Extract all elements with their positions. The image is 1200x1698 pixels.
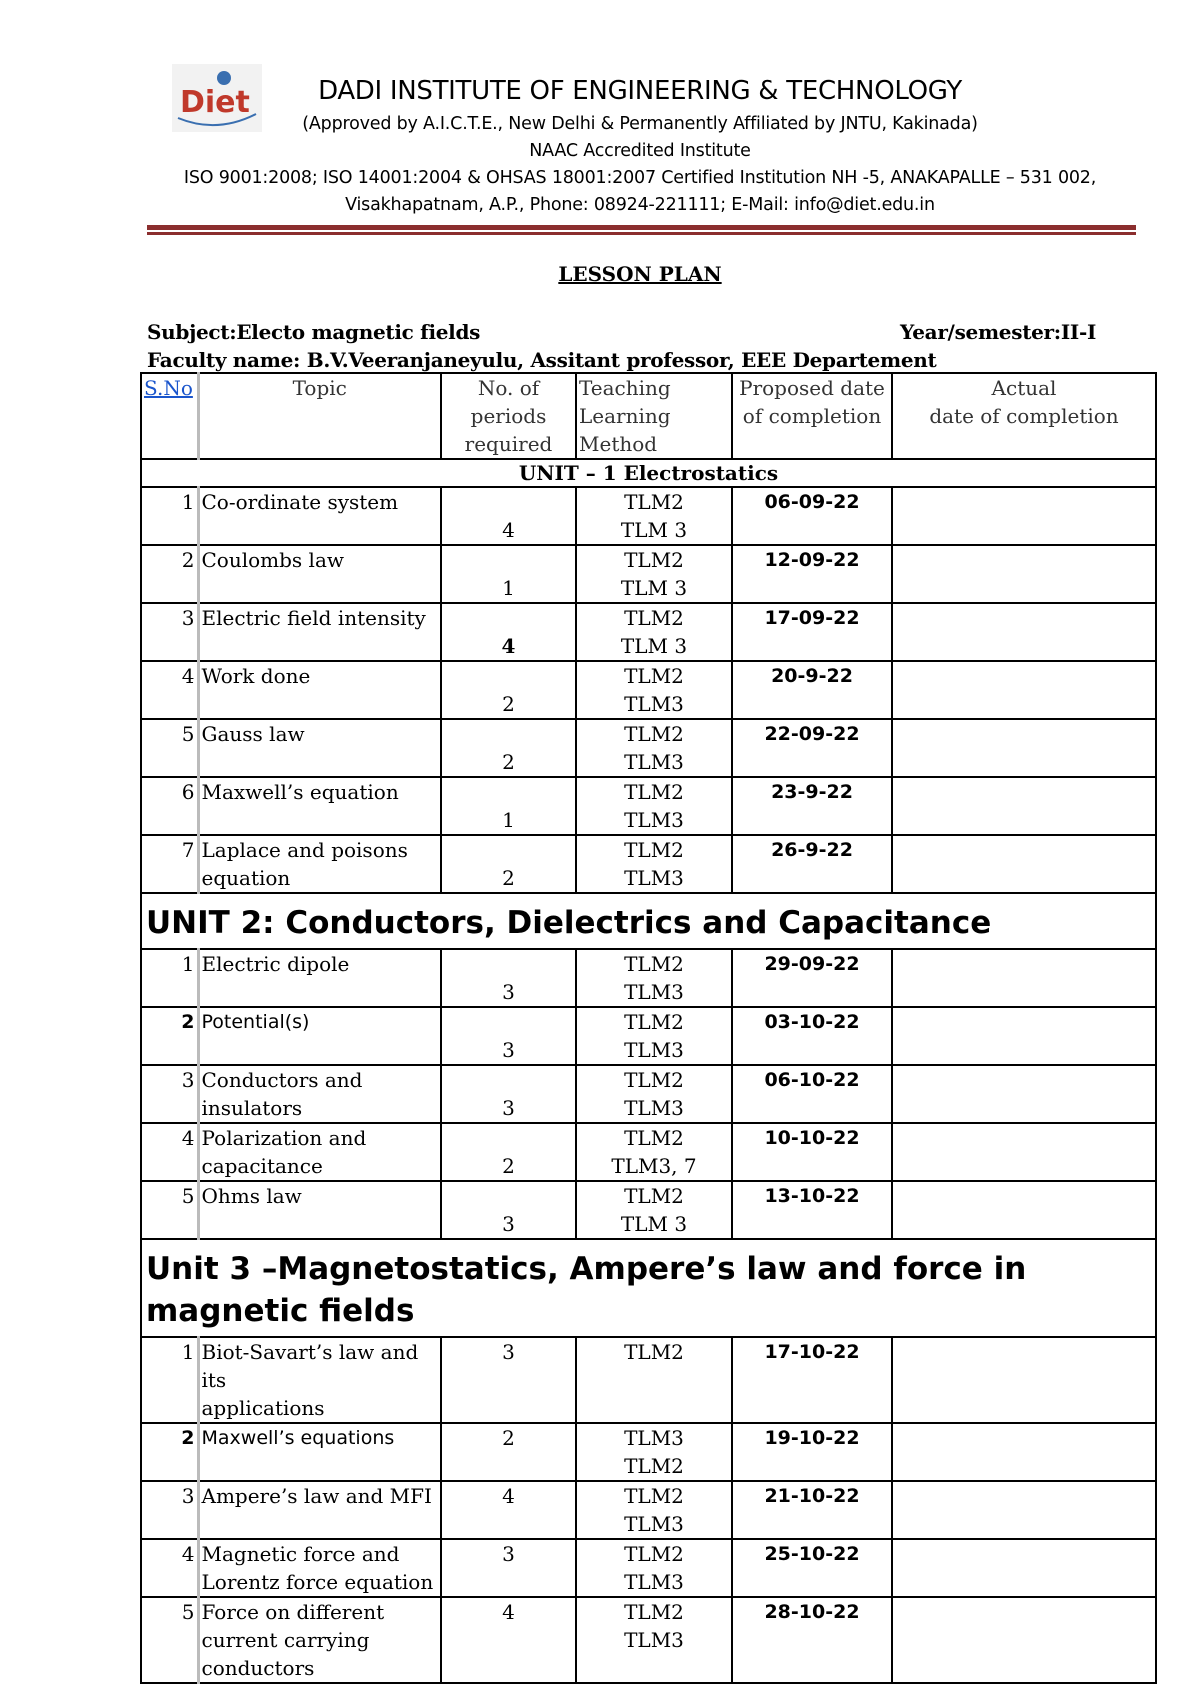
row-topic-line: Maxwell’s equation	[201, 780, 399, 804]
row-periods-value: 2	[502, 692, 515, 716]
col-actual-header-line: date of completion	[929, 404, 1119, 428]
row-topic	[198, 1539, 441, 1597]
row-method-line: TLM3	[624, 750, 684, 774]
row-method-line: TLM2	[624, 722, 684, 746]
row-topic-line: Co-ordinate system	[201, 490, 399, 514]
row-actual-date[interactable]	[892, 949, 1156, 1007]
row-periods	[441, 1423, 576, 1481]
row-topic-line: Biot-Savart’s law and its	[201, 1340, 419, 1392]
table-row	[141, 603, 1156, 661]
row-proposed-date: 17-09-22	[732, 603, 892, 661]
row-topic	[198, 949, 441, 1007]
row-actual-date[interactable]	[892, 1181, 1156, 1239]
row-sno: 1	[141, 1337, 198, 1423]
row-topic	[198, 1007, 441, 1065]
row-topic-line: Electric field intensity	[201, 606, 426, 630]
row-topic	[198, 661, 441, 719]
table-row	[141, 835, 1156, 893]
row-sno: 2	[141, 1007, 198, 1065]
row-method	[576, 661, 732, 719]
row-method-line: TLM2	[624, 780, 684, 804]
row-periods	[441, 949, 576, 1007]
table-row	[141, 1007, 1156, 1065]
row-topic-line: Polarization and	[201, 1126, 367, 1150]
row-method	[576, 1423, 732, 1481]
row-sno: 3	[141, 1065, 198, 1123]
unit-heading-row	[141, 1239, 1156, 1337]
col-periods-header-line: No. of	[477, 376, 540, 400]
row-method-line: TLM 3	[620, 518, 688, 542]
row-method-line: TLM2	[624, 1184, 684, 1208]
row-topic-line: insulators	[201, 1096, 303, 1120]
row-topic	[198, 1337, 441, 1423]
col-method-header-line: Method	[579, 432, 658, 456]
row-actual-date[interactable]	[892, 719, 1156, 777]
row-method-line: TLM 3	[620, 634, 688, 658]
row-proposed-date: 13-10-22	[732, 1181, 892, 1239]
address-line: Visakhapatnam, A.P., Phone: 08924-221111; E-Mail: info@diet.edu.in	[345, 195, 935, 215]
row-topic-line: Ohms law	[201, 1184, 302, 1208]
row-method-line: TLM3	[624, 1038, 684, 1062]
row-topic-line: Laplace and poisons	[201, 838, 408, 862]
row-method-line: TLM3	[624, 692, 684, 716]
row-method	[576, 1337, 732, 1423]
row-topic-line: capacitance	[201, 1154, 323, 1178]
row-proposed-date: 19-10-22	[732, 1423, 892, 1481]
row-topic-line: Gauss law	[201, 722, 305, 746]
row-method	[576, 949, 732, 1007]
row-method	[576, 545, 732, 603]
row-periods	[441, 545, 576, 603]
table-row	[141, 777, 1156, 835]
col-method-header-line: Learning	[579, 404, 671, 428]
row-periods-value: 2	[502, 866, 515, 890]
row-method-line: TLM3	[624, 980, 684, 1004]
row-sno: 2	[141, 1423, 198, 1481]
naac-line: NAAC Accredited Institute	[529, 141, 751, 161]
row-method-line: TLM3	[624, 1570, 684, 1594]
row-topic-line: Ampere’s law and MFI	[201, 1484, 432, 1508]
col-topic-header: Topic	[198, 373, 441, 459]
row-topic-line: equation	[201, 866, 291, 890]
row-method	[576, 1597, 732, 1683]
table-row	[141, 1181, 1156, 1239]
row-periods	[441, 1007, 576, 1065]
year-semester: Year/semester:II-I	[900, 320, 1097, 344]
unit-title: UNIT – 1 Electrostatics	[141, 459, 1156, 487]
unit-heading-row	[141, 893, 1156, 949]
row-sno: 4	[141, 661, 198, 719]
row-proposed-date: 06-10-22	[732, 1065, 892, 1123]
row-method-line: TLM2	[624, 838, 684, 862]
row-topic	[198, 545, 441, 603]
row-topic	[198, 1065, 441, 1123]
row-periods-value: 2	[502, 750, 515, 774]
col-proposed-header-line: Proposed date	[739, 376, 885, 400]
table-row	[141, 487, 1156, 545]
row-periods	[441, 835, 576, 893]
row-periods	[441, 661, 576, 719]
row-topic-line: current carrying	[201, 1628, 370, 1652]
row-actual-date[interactable]	[892, 603, 1156, 661]
row-sno: 4	[141, 1539, 198, 1597]
row-method-line: TLM 3	[620, 576, 688, 600]
table-row	[141, 719, 1156, 777]
row-topic-line: applications	[201, 1396, 325, 1420]
row-method-line: TLM2	[624, 952, 684, 976]
row-topic	[198, 1597, 441, 1683]
subject-line: Subject:Electo magnetic fields	[147, 320, 481, 344]
col-method-header-line: Teaching	[579, 376, 671, 400]
header-divider-thin	[147, 232, 1136, 235]
col-sno-header[interactable]: S.No	[141, 373, 198, 459]
table-row	[141, 661, 1156, 719]
table-row	[141, 1337, 1156, 1423]
row-actual-date[interactable]	[892, 1423, 1156, 1481]
row-method-line: TLM2	[624, 1068, 684, 1092]
unit-heading-row	[141, 459, 1156, 487]
row-periods-value: 4	[502, 518, 515, 542]
row-proposed-date: 23-9-22	[732, 777, 892, 835]
row-topic	[198, 603, 441, 661]
row-topic	[198, 1123, 441, 1181]
row-periods-value: 2	[502, 1426, 515, 1450]
row-topic-line: Force on different	[201, 1600, 385, 1624]
row-periods	[441, 1539, 576, 1597]
row-method	[576, 1007, 732, 1065]
row-periods	[441, 1181, 576, 1239]
approval-line: (Approved by A.I.C.T.E., New Delhi & Permanently Affiliated by JNTU, Kakinada)	[302, 114, 978, 134]
row-method	[576, 719, 732, 777]
row-method	[576, 1481, 732, 1539]
row-sno: 7	[141, 835, 198, 893]
row-method	[576, 1539, 732, 1597]
document-title: LESSON PLAN	[558, 262, 722, 286]
row-topic-line: Electric dipole	[201, 952, 350, 976]
row-periods	[441, 603, 576, 661]
row-periods-value: 2	[502, 1154, 515, 1178]
row-method-line: TLM3, 7	[611, 1154, 697, 1178]
table-row	[141, 1481, 1156, 1539]
row-method-line: TLM3	[624, 1096, 684, 1120]
header-divider	[147, 225, 1136, 230]
row-topic	[198, 777, 441, 835]
faculty-line: Faculty name: B.V.Veeranjaneyulu, Assitant professor, EEE Departement	[147, 348, 937, 372]
row-method-line: TLM2	[624, 1484, 684, 1508]
row-proposed-date: 17-10-22	[732, 1337, 892, 1423]
col-proposed-header-line: of completion	[742, 404, 882, 428]
row-topic-line: Work done	[201, 664, 311, 688]
row-method	[576, 777, 732, 835]
row-proposed-date: 29-09-22	[732, 949, 892, 1007]
row-proposed-date: 26-9-22	[732, 835, 892, 893]
row-proposed-date: 12-09-22	[732, 545, 892, 603]
row-periods-value: 3	[502, 980, 515, 1004]
table-row	[141, 1597, 1156, 1683]
table-row	[141, 1539, 1156, 1597]
row-method	[576, 1181, 732, 1239]
row-actual-date[interactable]	[892, 1065, 1156, 1123]
row-topic	[198, 487, 441, 545]
row-sno: 1	[141, 487, 198, 545]
row-sno: 5	[141, 1597, 198, 1683]
row-actual-date[interactable]	[892, 777, 1156, 835]
row-periods	[441, 1123, 576, 1181]
row-method-line: TLM3	[624, 1426, 684, 1450]
col-periods-header-line: periods	[470, 404, 547, 428]
col-proposed-header	[732, 373, 892, 459]
row-sno: 3	[141, 1481, 198, 1539]
row-periods-value: 4	[502, 1484, 515, 1508]
row-method-line: TLM 3	[620, 1212, 688, 1236]
row-method-line: TLM3	[624, 1512, 684, 1536]
svg-text:Diet: Diet	[180, 85, 250, 120]
row-periods-value: 1	[502, 576, 515, 600]
row-proposed-date: 06-09-22	[732, 487, 892, 545]
row-proposed-date: 22-09-22	[732, 719, 892, 777]
row-proposed-date: 20-9-22	[732, 661, 892, 719]
row-periods	[441, 719, 576, 777]
row-actual-date[interactable]	[892, 1337, 1156, 1423]
row-method-line: TLM2	[624, 1010, 684, 1034]
table-header-row	[141, 373, 1156, 459]
row-method	[576, 1123, 732, 1181]
table-row	[141, 545, 1156, 603]
unit-title: Unit 3 –Magnetostatics, Ampere’s law and force in magnetic fields	[141, 1239, 1156, 1337]
row-proposed-date: 03-10-22	[732, 1007, 892, 1065]
row-periods-value: 3	[502, 1542, 515, 1566]
row-topic-line: Maxwell’s equations	[201, 1427, 395, 1449]
row-topic	[198, 719, 441, 777]
row-method-line: TLM3	[624, 1628, 684, 1652]
row-actual-date[interactable]	[892, 661, 1156, 719]
row-topic-line: Lorentz force equation	[201, 1570, 434, 1594]
row-method-line: TLM2	[624, 1340, 684, 1364]
row-periods-value: 3	[502, 1096, 515, 1120]
row-periods-value: 4	[502, 1600, 515, 1624]
col-method-header	[576, 373, 732, 459]
row-actual-date[interactable]	[892, 1597, 1156, 1683]
iso-line: ISO 9001:2008; ISO 14001:2004 & OHSAS 18001:2007 Certified Institution NH -5, ANAKAPALLE – 531 002,	[183, 168, 1097, 188]
institute-name: DADI INSTITUTE OF ENGINEERING & TECHNOLOGY	[318, 76, 962, 106]
row-periods-value: 1	[502, 808, 515, 832]
row-periods	[441, 487, 576, 545]
col-actual-header	[892, 373, 1156, 459]
row-actual-date[interactable]	[892, 835, 1156, 893]
row-topic-line: Magnetic force and	[201, 1542, 400, 1566]
table-row	[141, 1065, 1156, 1123]
row-periods	[441, 1065, 576, 1123]
row-method-line: TLM2	[624, 664, 684, 688]
row-method	[576, 835, 732, 893]
row-periods-value: 3	[502, 1212, 515, 1236]
row-topic	[198, 1423, 441, 1481]
row-method-line: TLM2	[624, 490, 684, 514]
col-periods-header-line: required	[464, 432, 553, 456]
row-method-line: TLM2	[624, 1542, 684, 1566]
row-periods	[441, 777, 576, 835]
row-sno: 5	[141, 719, 198, 777]
row-topic	[198, 835, 441, 893]
row-periods	[441, 1337, 576, 1423]
row-proposed-date: 28-10-22	[732, 1597, 892, 1683]
row-actual-date[interactable]	[892, 1539, 1156, 1597]
row-topic-line: Conductors and	[201, 1068, 363, 1092]
row-topic-line: Coulombs law	[201, 548, 344, 572]
row-periods-value: 3	[502, 1038, 515, 1062]
unit-title: UNIT 2: Conductors, Dielectrics and Capacitance	[141, 893, 1156, 949]
row-actual-date[interactable]	[892, 545, 1156, 603]
lesson-plan-table	[140, 372, 1157, 1684]
row-proposed-date: 10-10-22	[732, 1123, 892, 1181]
row-proposed-date: 25-10-22	[732, 1539, 892, 1597]
row-periods-value: 4	[501, 634, 516, 658]
col-actual-header-line: Actual	[991, 376, 1057, 400]
row-actual-date[interactable]	[892, 1007, 1156, 1065]
row-method-line: TLM2	[624, 606, 684, 630]
row-method	[576, 1065, 732, 1123]
row-topic-line: conductors	[201, 1656, 315, 1680]
row-method-line: TLM2	[624, 548, 684, 572]
row-actual-date[interactable]	[892, 1481, 1156, 1539]
row-sno: 3	[141, 603, 198, 661]
row-periods	[441, 1481, 576, 1539]
row-method-line: TLM2	[624, 1600, 684, 1624]
row-sno: 2	[141, 545, 198, 603]
row-sno: 5	[141, 1181, 198, 1239]
row-method-line: TLM3	[624, 808, 684, 832]
row-sno: 4	[141, 1123, 198, 1181]
row-topic	[198, 1181, 441, 1239]
table-row	[141, 949, 1156, 1007]
row-periods	[441, 1597, 576, 1683]
row-method	[576, 487, 732, 545]
row-method-line: TLM2	[624, 1126, 684, 1150]
col-periods-header	[441, 373, 576, 459]
row-method-line: TLM3	[624, 866, 684, 890]
row-periods-value: 3	[502, 1340, 515, 1364]
row-actual-date[interactable]	[892, 1123, 1156, 1181]
row-topic-line: Potential(s)	[201, 1011, 310, 1033]
row-topic	[198, 1481, 441, 1539]
row-method	[576, 603, 732, 661]
row-method-line: TLM2	[624, 1454, 684, 1478]
row-actual-date[interactable]	[892, 487, 1156, 545]
row-proposed-date: 21-10-22	[732, 1481, 892, 1539]
row-sno: 6	[141, 777, 198, 835]
row-sno: 1	[141, 949, 198, 1007]
table-row	[141, 1423, 1156, 1481]
table-row	[141, 1123, 1156, 1181]
